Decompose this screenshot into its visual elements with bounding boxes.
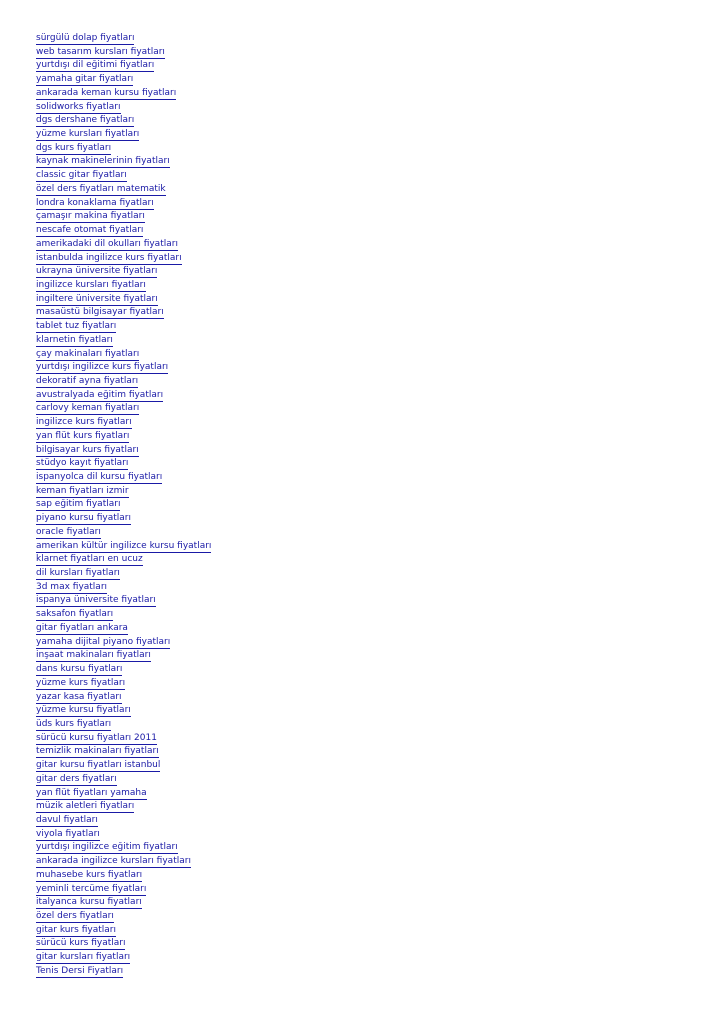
- link[interactable]: nescafe otomat fiyatları: [36, 225, 144, 236]
- link[interactable]: çay makinaları fiyatları: [36, 348, 140, 359]
- link[interactable]: gitar kursları fiyatları: [36, 952, 131, 963]
- list-item: [36, 306, 696, 320]
- list-item: [36, 773, 696, 787]
- list-item: [36, 732, 696, 746]
- link[interactable]: davul fiyatları: [36, 814, 98, 825]
- list-item: [36, 745, 696, 759]
- link[interactable]: amerikadaki dil okulları fiyatları: [36, 238, 178, 249]
- link[interactable]: 3d max fiyatları: [36, 581, 108, 592]
- link[interactable]: oracle fiyatları: [36, 526, 101, 537]
- list-item: [36, 691, 696, 705]
- list-item: [36, 293, 696, 307]
- list-item: [36, 210, 696, 224]
- link[interactable]: ankarada ingilizce kursları fiyatları: [36, 856, 191, 867]
- list-item: [36, 59, 696, 73]
- list-item: [36, 512, 696, 526]
- list-item: [36, 279, 696, 293]
- list-item: [36, 114, 696, 128]
- list-item: [36, 594, 696, 608]
- link[interactable]: yurtdışı ingilizce kurs fiyatları: [36, 362, 169, 373]
- link[interactable]: yamaha gitar fiyatları: [36, 74, 134, 85]
- list-item: [36, 224, 696, 238]
- link[interactable]: yeminli tercüme fiyatları: [36, 883, 147, 894]
- list-item: [36, 142, 696, 156]
- link[interactable]: stüdyo kayıt fiyatları: [36, 458, 129, 469]
- list-item: [36, 965, 696, 979]
- list-item: [36, 883, 696, 897]
- list-item: [36, 252, 696, 266]
- list-item: [36, 855, 696, 869]
- link[interactable]: sürücü kursu fiyatları 2011: [36, 732, 157, 743]
- list-item: [36, 128, 696, 142]
- link[interactable]: sap eğitim fiyatları: [36, 499, 121, 510]
- list-item: [36, 348, 696, 362]
- link[interactable]: ispanya üniversite fiyatları: [36, 595, 156, 606]
- link[interactable]: gitar fiyatları ankara: [36, 622, 128, 633]
- list-item: [36, 622, 696, 636]
- link[interactable]: muhasebe kurs fiyatları: [36, 869, 143, 880]
- link[interactable]: web tasarım kursları fiyatları: [36, 46, 165, 57]
- list-item: [36, 334, 696, 348]
- link[interactable]: viyola fiyatları: [36, 828, 100, 839]
- list-item: [36, 416, 696, 430]
- link[interactable]: masaüstü bilgisayar fiyatları: [36, 307, 164, 318]
- list-item: [36, 718, 696, 732]
- link[interactable]: yurtdışı ingilizce eğitim fiyatları: [36, 842, 178, 853]
- link[interactable]: classic gitar fiyatları: [36, 170, 127, 181]
- link[interactable]: üds kurs fiyatları: [36, 718, 112, 729]
- link[interactable]: carlovy keman fiyatları: [36, 403, 140, 414]
- list-item: [36, 471, 696, 485]
- list-item: [36, 457, 696, 471]
- link[interactable]: sürgülü dolap fiyatları: [36, 33, 135, 43]
- link[interactable]: kaynak makinelerinin fiyatları: [36, 156, 170, 167]
- list-item: [36, 553, 696, 567]
- list-item: [36, 169, 696, 183]
- link[interactable]: ispanyolca dil kursu fiyatları: [36, 472, 163, 482]
- document-page: [36, 32, 696, 979]
- link[interactable]: italyanca kursu fiyatları: [36, 897, 142, 908]
- list-item: [36, 361, 696, 375]
- list-item: [36, 320, 696, 334]
- list-item: [36, 540, 696, 554]
- list-item: [36, 32, 696, 46]
- list-item: [36, 910, 696, 924]
- list-item: [36, 704, 696, 718]
- list-item: [36, 787, 696, 801]
- link[interactable]: ankarada keman kursu fiyatları: [36, 87, 177, 98]
- list-item: [36, 87, 696, 101]
- list-item: [36, 375, 696, 389]
- link[interactable]: dil kursları fiyatları: [36, 568, 120, 579]
- link[interactable]: klarnetin fiyatları: [36, 334, 113, 345]
- list-item: [36, 759, 696, 773]
- link[interactable]: istanbulda ingilizce kurs fiyatları: [36, 252, 182, 263]
- list-item: [36, 265, 696, 279]
- link[interactable]: dans kursu fiyatları: [36, 664, 123, 675]
- list-item: [36, 444, 696, 458]
- list-item: [36, 663, 696, 677]
- link[interactable]: sürücü kurs fiyatları: [36, 938, 126, 949]
- list-item: [36, 238, 696, 252]
- link[interactable]: gitar kursu fiyatları istanbul: [36, 760, 161, 771]
- link[interactable]: inşaat makinaları fiyatları: [36, 650, 151, 661]
- link[interactable]: yüzme kursları fiyatları: [36, 129, 140, 140]
- link[interactable]: yüzme kursu fiyatları: [36, 705, 131, 716]
- link-list: [36, 32, 696, 979]
- link[interactable]: ingiltere üniversite fiyatları: [36, 293, 158, 304]
- link[interactable]: çamaşır makina fiyatları: [36, 211, 145, 222]
- list-item: [36, 924, 696, 938]
- list-item: [36, 155, 696, 169]
- link[interactable]: saksafon fiyatları: [36, 609, 114, 620]
- list-item: [36, 841, 696, 855]
- list-item: [36, 73, 696, 87]
- list-item: [36, 485, 696, 499]
- list-item: [36, 677, 696, 691]
- link[interactable]: bilgisayar kurs fiyatları: [36, 444, 139, 455]
- list-item: [36, 896, 696, 910]
- list-item: [36, 526, 696, 540]
- list-item: [36, 581, 696, 595]
- link[interactable]: yüzme kurs fiyatları: [36, 677, 126, 688]
- link[interactable]: ingilizce kursları fiyatları: [36, 279, 146, 290]
- list-item: [36, 567, 696, 581]
- link[interactable]: yazar kasa fiyatları: [36, 691, 122, 702]
- list-item: [36, 183, 696, 197]
- list-item: [36, 636, 696, 650]
- link[interactable]: dgs kurs fiyatları: [36, 142, 112, 153]
- list-item: [36, 197, 696, 211]
- list-item: [36, 814, 696, 828]
- link[interactable]: piyano kursu fiyatları: [36, 513, 131, 524]
- link[interactable]: ingilizce kurs fiyatları: [36, 417, 132, 428]
- link[interactable]: temizlik makinaları fiyatları: [36, 746, 159, 757]
- link[interactable]: özel ders fiyatları: [36, 911, 114, 921]
- list-item: [36, 951, 696, 965]
- list-item: [36, 828, 696, 842]
- link[interactable]: özel ders fiyatları matematik: [36, 183, 166, 194]
- link[interactable]: ukrayna üniversite fiyatları: [36, 266, 158, 277]
- link[interactable]: dekoratif ayna fiyatları: [36, 375, 139, 386]
- list-item: [36, 430, 696, 444]
- link[interactable]: müzik aletleri fiyatları: [36, 801, 135, 812]
- link[interactable]: yan flüt fiyatları yamaha: [36, 787, 147, 798]
- link[interactable]: tablet tuz fiyatları: [36, 321, 117, 332]
- link[interactable]: yamaha dijital piyano fiyatları: [36, 636, 171, 647]
- list-item: [36, 101, 696, 115]
- list-item: [36, 498, 696, 512]
- link[interactable]: gitar kurs fiyatları: [36, 924, 116, 935]
- link[interactable]: keman fiyatları izmir: [36, 485, 129, 496]
- link[interactable]: solidworks fiyatları: [36, 101, 121, 112]
- link[interactable]: Tenis Dersi Fiyatları: [36, 965, 124, 976]
- link[interactable]: avustralyada eğitim fiyatları: [36, 389, 164, 400]
- list-item: [36, 800, 696, 814]
- list-item: [36, 869, 696, 883]
- link[interactable]: yurtdışı dil eğitimi fiyatları: [36, 60, 155, 71]
- link[interactable]: londra konaklama fiyatları: [36, 197, 154, 208]
- link[interactable]: dgs dershane fiyatları: [36, 115, 135, 126]
- link[interactable]: gitar ders fiyatları: [36, 773, 117, 784]
- list-item: [36, 46, 696, 60]
- list-item: [36, 649, 696, 663]
- list-item: [36, 402, 696, 416]
- list-item: [36, 389, 696, 403]
- link[interactable]: klarnet fiyatları en ucuz: [36, 554, 143, 565]
- link[interactable]: amerikan kültür ingilizce kursu fiyatları: [36, 540, 212, 551]
- list-item: [36, 937, 696, 951]
- list-item: [36, 608, 696, 622]
- link[interactable]: yan flüt kurs fiyatları: [36, 430, 130, 441]
